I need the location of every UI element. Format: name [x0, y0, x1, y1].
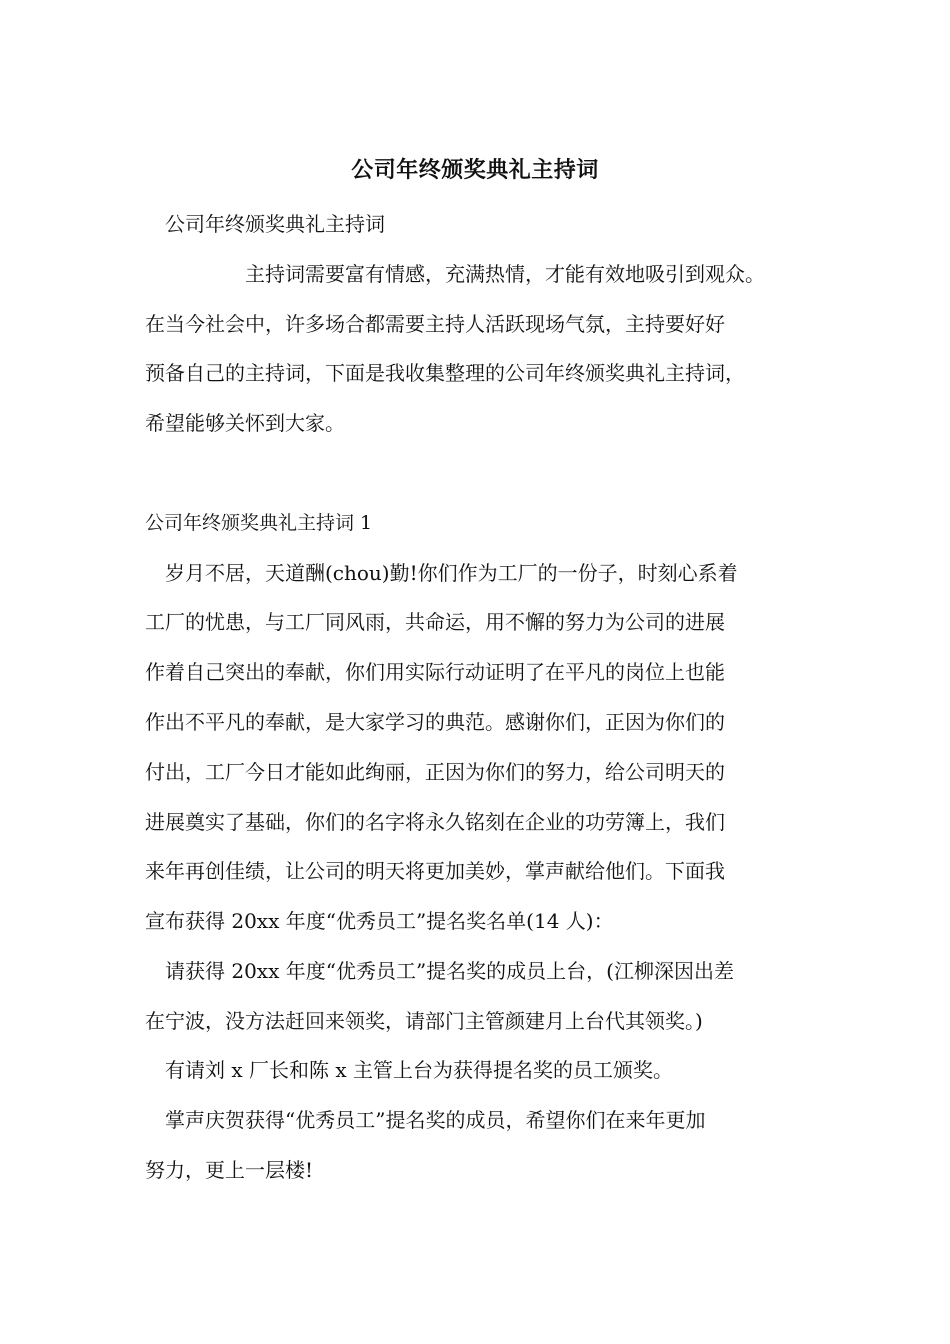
intro-line: 预备自己的主持词，下面是我收集整理的公司年终颁奖典礼主持词， [145, 361, 745, 385]
body-line: 努力，更上一层楼! [145, 1158, 314, 1182]
body-line: 在宁波，没方法赶回来领奖，请部门主管颜建月上台代其领奖。) [145, 1009, 703, 1033]
body-line: 工厂的忧患，与工厂同风雨，共命运，用不懈的努力为公司的进展 [145, 610, 725, 634]
body-line: 付出，工厂今日才能如此绚丽，正因为你们的努力，给公司明天的 [145, 760, 725, 784]
body-line: 进展奠实了基础，你们的名字将永久铭刻在企业的功劳簿上，我们 [145, 810, 725, 834]
body-line: 请获得 20xx 年度“优秀员工”提名奖的成员上台，(江柳深因出差 [165, 959, 734, 983]
body-line: 作出不平凡的奉献，是大家学习的典范。感谢你们，正因为你们的 [145, 710, 725, 734]
body-line: 掌声庆贺获得“优秀员工”提名奖的成员，希望你们在来年更加 [165, 1108, 706, 1132]
body-line: 来年再创佳绩，让公司的明天将更加美妙，掌声献给他们。下面我 [145, 859, 725, 883]
body-line: 岁月不居，天道酬(chou)勤!你们作为工厂的一份子，时刻心系着 [165, 561, 738, 585]
section-heading: 公司年终颁奖典礼主持词 1 [145, 512, 373, 534]
document-subtitle: 公司年终颁奖典礼主持词 [165, 212, 385, 236]
body-line: 作着自己突出的奉献，你们用实际行动证明了在平凡的岗位上也能 [145, 660, 725, 684]
intro-line: 在当今社会中，许多场合都需要主持人活跃现场气氛，主持要好好 [145, 312, 725, 336]
body-line: 有请刘 x 厂长和陈 x 主管上台为获得提名奖的员工颁奖。 [165, 1058, 673, 1082]
body-line: 宣布获得 20xx 年度“优秀员工”提名奖名单(14 人)： [145, 909, 614, 933]
document-title: 公司年终颁奖典礼主持词 [351, 157, 599, 183]
intro-line: 希望能够关怀到大家。 [145, 411, 345, 435]
intro-line: 主持词需要富有情感，充满热情，才能有效地吸引到观众。 [245, 262, 765, 286]
